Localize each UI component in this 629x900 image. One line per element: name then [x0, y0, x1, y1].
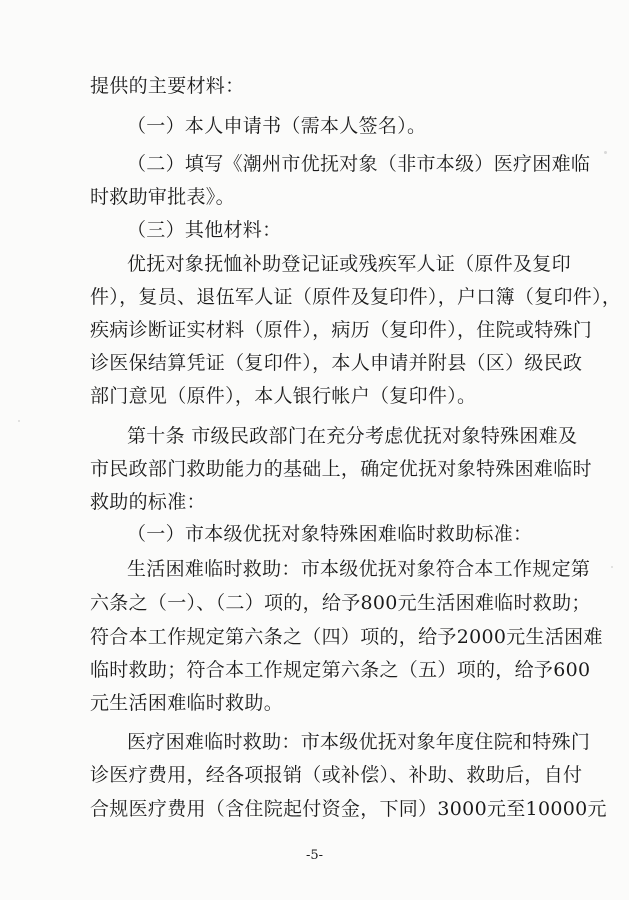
text-line-4: 时救助审批表》。 [90, 186, 235, 208]
scan-speckle [611, 566, 613, 568]
text-line-5: （三）其他材料： [127, 219, 282, 241]
text-line-18: 临时救助；符合本工作规定第六条之（五）项的，给予600 [90, 659, 591, 681]
text-line-7: 件），复员、退伍军人证（原件及复印件），户口簿（复印件）， [90, 286, 622, 308]
scan-speckle [18, 420, 20, 422]
text-line-21: 诊医疗费用，经各项报销（或补偿）、补助、救助后，自付 [90, 764, 583, 786]
text-line-1: 提供的主要材料： [90, 75, 245, 97]
text-line-3: （二）填写《潮州市优抚对象（非市本级）医疗困难临 [127, 153, 591, 175]
text-line-8: 疾病诊断证实材料（原件），病历（复印件），住院或特殊门 [90, 319, 593, 341]
text-line-22: 合规医疗费用（含住院起付资金，下同）3000元至10000元 [90, 798, 607, 820]
text-line-9: 诊医保结算凭证（复印件），本人申请并附县（区）级民政 [90, 352, 583, 374]
text-line-14: （一）市本级优抚对象特殊困难临时救助标准： [127, 523, 533, 545]
scan-speckle [604, 151, 607, 154]
text-line-6: 优抚对象抚恤补助登记证或残疾军人证（原件及复印 [127, 253, 571, 275]
text-line-16: 六条之（一）、（二）项的，给予800元生活困难临时救助； [90, 592, 591, 614]
text-line-12: 市民政部门救助能力的基础上，确定优抚对象特殊困难临时 [90, 458, 592, 480]
text-line-13: 救助的标准： [90, 491, 206, 513]
text-line-15: 生活困难临时救助：市本级优抚对象符合本工作规定第 [127, 558, 591, 580]
page-number: -5- [305, 848, 324, 863]
text-line-20: 医疗困难临时救助：市本级优抚对象年度住院和特殊门 [127, 731, 591, 753]
text-line-19: 元生活困难临时救助。 [90, 692, 284, 714]
text-line-11: 第十条 市级民政部门在充分考虑优抚对象特殊困难及 [127, 425, 578, 447]
text-line-2: （一）本人申请书（需本人签名）。 [127, 115, 427, 137]
text-line-17: 符合本工作规定第六条之（四）项的，给予2000元生活困难 [90, 626, 603, 648]
text-line-10: 部门意见（原件），本人银行帐户（复印件）。 [90, 385, 477, 407]
